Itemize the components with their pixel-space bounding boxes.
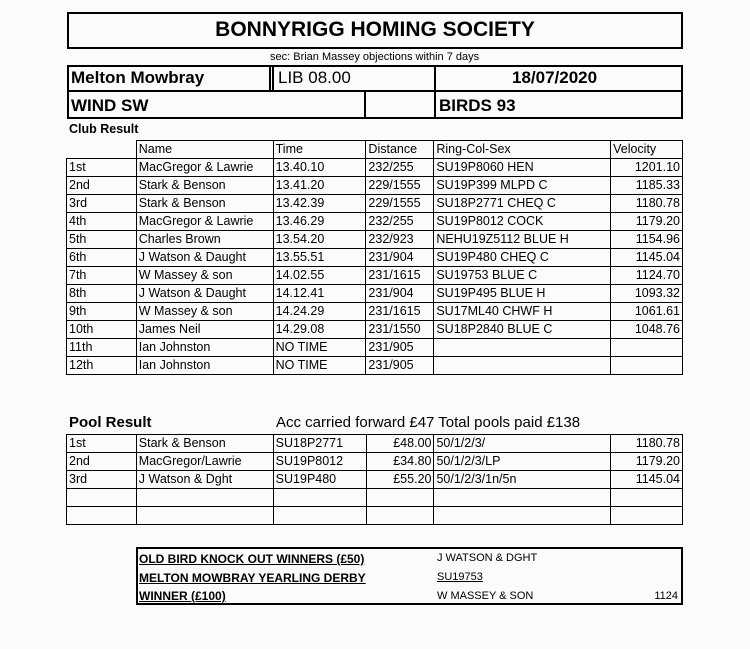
- liberation-time: LIB 08.00: [278, 68, 351, 87]
- position-cell: 5th: [67, 231, 137, 249]
- distance-cell: 232/255: [366, 213, 434, 231]
- ring-cell: SU19P480 CHEQ C: [434, 249, 611, 267]
- ring-cell: SU18P2771 CHEQ C: [434, 195, 611, 213]
- ring-cell: [434, 339, 611, 357]
- award-value: J WATSON & DGHT: [437, 552, 538, 564]
- table-row: [67, 489, 683, 507]
- club-result-table: [66, 140, 683, 375]
- time-cell: 13.41.20: [273, 177, 366, 195]
- position-cell: 10th: [67, 321, 137, 339]
- distance-cell: 231/1615: [366, 303, 434, 321]
- velocity-cell: 1154.96: [611, 231, 683, 249]
- award-value: SU19753: [437, 571, 483, 583]
- name-cell: MacGregor & Lawrie: [136, 213, 273, 231]
- name-cell: MacGregor/Lawrie: [136, 453, 273, 471]
- race-date: 18/07/2020: [512, 68, 598, 87]
- velocity-cell: 1179.20: [611, 453, 683, 471]
- position-cell: 1st: [67, 435, 137, 453]
- distance-cell: 231/1615: [366, 267, 434, 285]
- table-row: [67, 453, 683, 471]
- ring-cell: [273, 489, 366, 507]
- column-header: Ring-Col-Sex: [434, 141, 611, 159]
- name-cell: MacGregor & Lawrie: [136, 159, 273, 177]
- velocity-cell: [611, 489, 683, 507]
- distance-cell: 231/904: [366, 285, 434, 303]
- ring-cell: [273, 507, 366, 525]
- distance-cell: 231/905: [366, 357, 434, 375]
- position-cell: [67, 507, 137, 525]
- time-cell: 14.29.08: [273, 321, 366, 339]
- velocity-cell: 1048.76: [611, 321, 683, 339]
- position-cell: 4th: [67, 213, 137, 231]
- table-row: [67, 231, 683, 249]
- position-cell: 3rd: [67, 471, 137, 489]
- ring-cell: SU19P480: [273, 471, 366, 489]
- table-row: [67, 159, 683, 177]
- ring-cell: SU19P495 BLUE H: [434, 285, 611, 303]
- table-row: [67, 267, 683, 285]
- table-row: [67, 213, 683, 231]
- pools-cell: [434, 507, 611, 525]
- title-box: [67, 12, 683, 49]
- society-title: BONNYRIGG HOMING SOCIETY: [215, 18, 535, 41]
- table-row: [67, 195, 683, 213]
- name-cell: W Massey & son: [136, 303, 273, 321]
- name-cell: Stark & Benson: [136, 177, 273, 195]
- ring-cell: SU19P8012: [273, 453, 366, 471]
- velocity-cell: 1179.20: [611, 213, 683, 231]
- velocity-cell: [611, 357, 683, 375]
- table-row: [67, 303, 683, 321]
- name-cell: Stark & Benson: [136, 435, 273, 453]
- name-cell: Ian Johnston: [136, 339, 273, 357]
- amount-cell: £48.00: [366, 435, 434, 453]
- amount-cell: [366, 489, 434, 507]
- award-label: MELTON MOWBRAY YEARLING DERBY: [139, 571, 366, 585]
- velocity-cell: [611, 507, 683, 525]
- column-header: Time: [273, 141, 366, 159]
- position-cell: 8th: [67, 285, 137, 303]
- table-row: [67, 177, 683, 195]
- distance-cell: 229/1555: [366, 195, 434, 213]
- pools-cell: 50/1/2/3/1n/5n: [434, 471, 611, 489]
- distance-cell: 231/1550: [366, 321, 434, 339]
- ring-cell: SU19P8060 HEN: [434, 159, 611, 177]
- position-cell: 12th: [67, 357, 137, 375]
- amount-cell: £34.80: [366, 453, 434, 471]
- velocity-cell: 1180.78: [611, 195, 683, 213]
- velocity-cell: 1061.61: [611, 303, 683, 321]
- birds-count: BIRDS 93: [439, 96, 516, 115]
- distance-cell: 231/905: [366, 339, 434, 357]
- divider: [364, 92, 366, 119]
- column-header: Velocity: [611, 141, 683, 159]
- secretary-line: sec: Brian Massey objections within 7 days: [270, 51, 480, 63]
- pools-cell: 50/1/2/3/: [434, 435, 611, 453]
- time-cell: 13.46.29: [273, 213, 366, 231]
- pool-result-heading: Pool Result: [69, 414, 152, 431]
- name-cell: J Watson & Daught: [136, 249, 273, 267]
- distance-cell: 231/904: [366, 249, 434, 267]
- pool-result-table: [66, 434, 683, 525]
- ring-cell: SU17ML40 CHWF H: [434, 303, 611, 321]
- velocity-cell: 1093.32: [611, 285, 683, 303]
- amount-cell: £55.20: [366, 471, 434, 489]
- ring-cell: SU19P399 MLPD C: [434, 177, 611, 195]
- name-cell: Charles Brown: [136, 231, 273, 249]
- wind: WIND SW: [71, 96, 149, 115]
- distance-cell: 232/255: [366, 159, 434, 177]
- table-row: [67, 249, 683, 267]
- name-cell: James Neil: [136, 321, 273, 339]
- position-cell: 2nd: [67, 177, 137, 195]
- position-cell: 6th: [67, 249, 137, 267]
- position-cell: 9th: [67, 303, 137, 321]
- position-cell: 7th: [67, 267, 137, 285]
- pools-cell: [434, 489, 611, 507]
- table-row: [67, 339, 683, 357]
- time-cell: 14.12.41: [273, 285, 366, 303]
- award-number: 1124: [654, 590, 678, 602]
- time-cell: NO TIME: [273, 339, 366, 357]
- distance-cell: 229/1555: [366, 177, 434, 195]
- ring-cell: SU19753 BLUE C: [434, 267, 611, 285]
- pools-cell: 50/1/2/3/LP: [434, 453, 611, 471]
- name-cell: J Watson & Dght: [136, 471, 273, 489]
- time-cell: 13.42.39: [273, 195, 366, 213]
- name-cell: [136, 489, 273, 507]
- amount-cell: [366, 507, 434, 525]
- table-row: [67, 435, 683, 453]
- header-row: [67, 141, 683, 159]
- table-row: [67, 357, 683, 375]
- table-row: [67, 321, 683, 339]
- position-cell: 2nd: [67, 453, 137, 471]
- position-cell: 3rd: [67, 195, 137, 213]
- time-cell: NO TIME: [273, 357, 366, 375]
- velocity-cell: 1180.78: [611, 435, 683, 453]
- time-cell: 14.02.55: [273, 267, 366, 285]
- table-row: [67, 285, 683, 303]
- column-header: Name: [136, 141, 273, 159]
- ring-cell: NEHU19Z5112 BLUE H: [434, 231, 611, 249]
- name-cell: [136, 507, 273, 525]
- name-cell: W Massey & son: [136, 267, 273, 285]
- time-cell: 13.54.20: [273, 231, 366, 249]
- ring-cell: SU18P2840 BLUE C: [434, 321, 611, 339]
- table-row: [67, 471, 683, 489]
- name-cell: Stark & Benson: [136, 195, 273, 213]
- velocity-cell: 1124.70: [611, 267, 683, 285]
- table-row: [67, 507, 683, 525]
- distance-cell: 232/923: [366, 231, 434, 249]
- ring-cell: SU19P8012 COCK: [434, 213, 611, 231]
- name-cell: J Watson & Daught: [136, 285, 273, 303]
- column-header: Distance: [366, 141, 434, 159]
- pool-summary: Acc carried forward £47 Total pools paid £138: [276, 414, 581, 431]
- award-value: W MASSEY & SON: [437, 590, 534, 602]
- ring-cell: SU18P2771: [273, 435, 366, 453]
- velocity-cell: 1145.04: [611, 249, 683, 267]
- velocity-cell: 1201.10: [611, 159, 683, 177]
- name-cell: Ian Johnston: [136, 357, 273, 375]
- time-cell: 13.55.51: [273, 249, 366, 267]
- position-cell: 1st: [67, 159, 137, 177]
- time-cell: 14.24.29: [273, 303, 366, 321]
- award-label: WINNER (£100): [139, 589, 226, 603]
- award-label: OLD BIRD KNOCK OUT WINNERS (£50): [139, 552, 365, 566]
- position-cell: [67, 489, 137, 507]
- velocity-cell: 1145.04: [611, 471, 683, 489]
- ring-cell: [434, 357, 611, 375]
- divider: [434, 92, 436, 119]
- club-result-heading: Club Result: [69, 122, 139, 136]
- time-cell: 13.40.10: [273, 159, 366, 177]
- velocity-cell: 1185.33: [611, 177, 683, 195]
- velocity-cell: [611, 339, 683, 357]
- wind-box: [67, 92, 683, 119]
- position-cell: 11th: [67, 339, 137, 357]
- divider: [434, 65, 436, 92]
- race-point: Melton Mowbray: [71, 68, 205, 87]
- divider: [269, 65, 274, 92]
